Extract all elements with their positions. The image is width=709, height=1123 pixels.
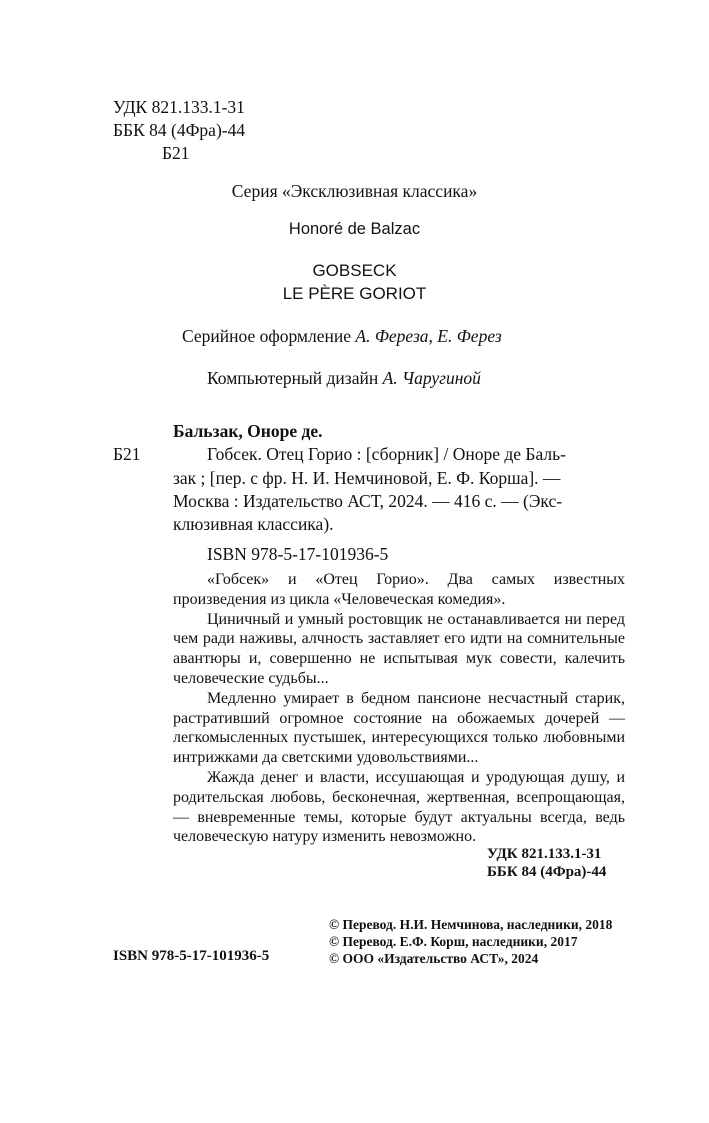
author-mark: Б21 [162, 143, 190, 163]
annotation-paragraph: Жажда денег и власти, иссушающая и уродующая душу, и родительская любовь, бесконечная, жертвенная, всепрощающая, — вневременные темы, которые будут актуальны всегда, ведь человеческую натуру изменить невозможно. [173, 768, 625, 846]
computer-design-label: Компьютерный дизайн [207, 368, 379, 388]
series-design-author-1: А. Фереза [355, 326, 429, 346]
catalog-mark: Б21 [113, 444, 141, 464]
original-author: Honoré de Balzac [288, 220, 421, 238]
udk-code: УДК 821.133.1-31 [113, 97, 245, 117]
series-design-author-2: Е. Ферез [437, 326, 502, 346]
catalog-body-line-4: клюзивная классика). [173, 514, 334, 534]
series-design-credit [182, 325, 502, 347]
series-design-label: Серийное оформление [182, 326, 352, 346]
computer-design-credit [207, 367, 481, 389]
bottom-udk: УДК 821.133.1-31 [487, 846, 602, 862]
series-design-sep: , [428, 326, 433, 346]
bottom-bbk: ББК 84 (4Фра)-44 [487, 864, 607, 880]
catalog-body-line-1: Гобсек. Отец Горио : [сборник] / Оноре де Баль- [207, 444, 566, 464]
original-title-2: LE PÈRE GORIOT [282, 284, 427, 303]
annotation-paragraph: Медленно умирает в бедном пансионе несчастный старик, растративший огромное состояние на обожаемых дочерей — легкомысленных пустышек, интересующихся только любовными интрижками да светскими удовольствиями... [173, 689, 625, 767]
bbk-code: ББК 84 (4Фра)-44 [113, 120, 246, 140]
catalog-body-line-2: зак ; [пер. с фр. Н. И. Немчиновой, Е. Ф. Корша]. — [173, 468, 561, 488]
computer-design-author: А. Чаругиной [382, 368, 481, 388]
original-title-1: GOBSECK [312, 261, 397, 280]
catalog-isbn: ISBN 978-5-17-101936-5 [207, 544, 389, 564]
catalog-body-line-3: Москва : Издательство АСТ, 2024. — 416 с. — (Экс- [173, 491, 563, 511]
copyright-line: © ООО «Издательство АСТ», 2024 [329, 951, 539, 966]
copyright-line: © Перевод. Е.Ф. Корш, наследники, 2017 [329, 934, 578, 949]
series-title: Серия «Эксклюзивная классика» [231, 181, 478, 201]
annotation-paragraph: Циничный и умный ростовщик не останавливается ни перед чем ради наживы, алчность заставляет его идти на сомнительные авантюры и, совершенно не испытывая мук совести, калечить человеческие судьбы... [173, 610, 625, 687]
copyright-line: © Перевод. Н.И. Немчинова, наследники, 2018 [329, 917, 613, 932]
catalog-heading: Бальзак, Оноре де. [173, 421, 323, 441]
annotation [173, 570, 625, 847]
annotation-paragraph: «Гобсек» и «Отец Горио». Два самых известных произведения из цикла «Человеческая комедия». [173, 571, 625, 608]
bottom-isbn: ISBN 978-5-17-101936-5 [113, 948, 270, 964]
